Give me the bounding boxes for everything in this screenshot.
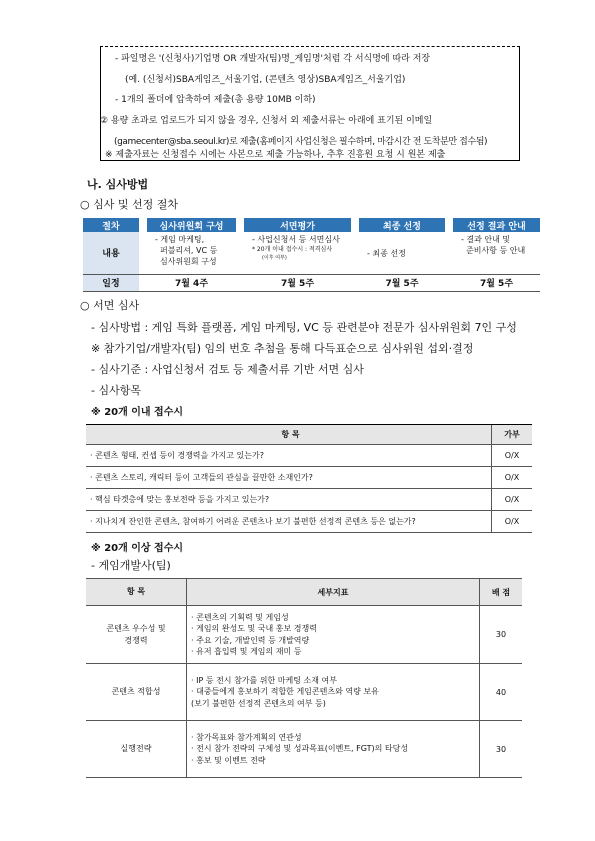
table1-title: ※ 20개 이내 접수시: [91, 407, 184, 418]
table-row: · 콘텐츠 스토리, 캐릭터 등이 고객들의 관심을 끌만한 소재인가? O/X: [86, 467, 532, 489]
process-header: 심사위원회 구성: [147, 218, 236, 232]
subsection-process: ○ 심사 및 선정 절차: [80, 198, 178, 211]
process-content: - 최종 선정: [367, 249, 406, 259]
table2-subtitle: - 게임개발사(팀): [91, 559, 171, 572]
notice-box: [100, 46, 520, 161]
process-header: 서면평가: [244, 218, 351, 232]
process-date: 7월 4주: [147, 274, 236, 291]
notice-line-4: ② 용량 초과로 업로드가 되지 않을 경우, 신청서 외 제출서류는 아래에 표기된 이메일: [100, 116, 433, 126]
section-title: 나. 심사방법: [87, 178, 149, 191]
criteria-table-over-20: [86, 578, 522, 778]
notice-line-3: - 1개의 폴더에 압축하여 제출(총 용량 10MB 이하): [115, 95, 316, 105]
table-row: 콘텐츠 적합성 · IP 등 전시 참가를 위한 마케팅 소재 여부 · 대중들에게 홍보하기 적합한 게임콘텐츠와 역량 보유 (보기 불편한 선정적 콘텐츠의 여부 등) 40: [86, 664, 522, 721]
process-content: - 결과 안내 및 준비사항 등 안내: [461, 235, 526, 255]
table-row: 실행전략 · 참가목표와 참가계획의 연관성 · 전시 참가 전략의 구체성 및 성과목표(이벤트, FGT)의 타당성 · 홍보 및 이벤트 전략 30: [86, 721, 522, 778]
process-date: 7월 5주: [359, 274, 445, 291]
notice-line-5: (gamecenter@sba.seoul.kr)로 제출(홈페이지 사업신청은 필수하며, 마감시간 전 도착분만 접수됨): [114, 137, 488, 147]
process-header: 절차: [83, 218, 139, 232]
table-row: · 핵심 타겟층에 맞는 홍보전략 등을 가지고 있는가? O/X: [86, 489, 532, 511]
content-label: 내용: [83, 232, 139, 274]
notice-line-2: (예. (신청서)SBA게임즈_서울기업, (콘텐츠 영상)SBA게임즈_서울기업): [125, 75, 406, 85]
subsection-written-review: ○ 서면 심사: [80, 299, 140, 312]
table-row: 콘텐츠 우수성 및 경쟁력 · 콘텐츠의 기획력 및 게임성 · 게임의 완성도 및 국내 홍보 경쟁력 · 주요 기술, 개발인력 등 개발역량 · 유저 흡입력 및 게임의 재미 등 30: [86, 606, 522, 664]
column-header: 가부: [492, 425, 533, 445]
criteria-table-under-20: [86, 424, 532, 533]
notice-line-1: - 파일명은 '(신청사)기업명 OR 개발자(팀)명_게임명'처럼 각 서식명에 따라 저장: [115, 54, 431, 64]
process-date: 7월 5주: [244, 274, 351, 291]
process-content: - 사업신청서 등 서면심사 * 20개 이내 접수시 : 적격심사 (이후 여부): [252, 235, 340, 261]
method-line: - 심사방법 : 게임 특화 플랫폼, 게임 마케팅, VC 등 관련분야 전문가 심사위원회 7인 구성: [91, 321, 517, 334]
column-header: 항 목: [86, 579, 187, 606]
column-header: 세부지표: [187, 579, 480, 606]
table-row: · 지나치게 잔인한 콘텐츠, 참여하기 어려운 콘텐츠나 보기 불편한 선정적 콘텐츠 등은 없는가? O/X: [86, 511, 532, 533]
standard-line: - 심사기준 : 사업신청서 검토 등 제출서류 기반 서면 심사: [91, 363, 364, 376]
process-date: 7월 5주: [453, 274, 540, 291]
date-label: 일정: [83, 274, 139, 291]
column-header: 배 점: [480, 579, 523, 606]
notice-line-6: ※ 제출자료는 신청접수 시에는 사본으로 제출 가능하나, 추후 진흥원 요청 시 원본 제출: [105, 150, 446, 160]
process-header: 선정 결과 안내: [453, 218, 540, 232]
note-line: ※ 참가기업/개발자(팀) 임의 번호 추첨을 통해 다득표순으로 심사위원 섭외·결정: [91, 342, 474, 355]
process-table: [83, 218, 540, 292]
column-header: 항 목: [86, 425, 492, 445]
items-line: - 심사항목: [91, 384, 141, 397]
process-content: - 게임 마케팅, 퍼블리셔, VC 등 심사위원회 구성: [155, 235, 218, 266]
process-header: 최종 선정: [359, 218, 445, 232]
table2-title: ※ 20개 이상 접수시: [91, 543, 184, 554]
table-row: · 콘텐츠 형태, 컨셉 등이 경쟁력을 가지고 있는가? O/X: [86, 445, 532, 467]
